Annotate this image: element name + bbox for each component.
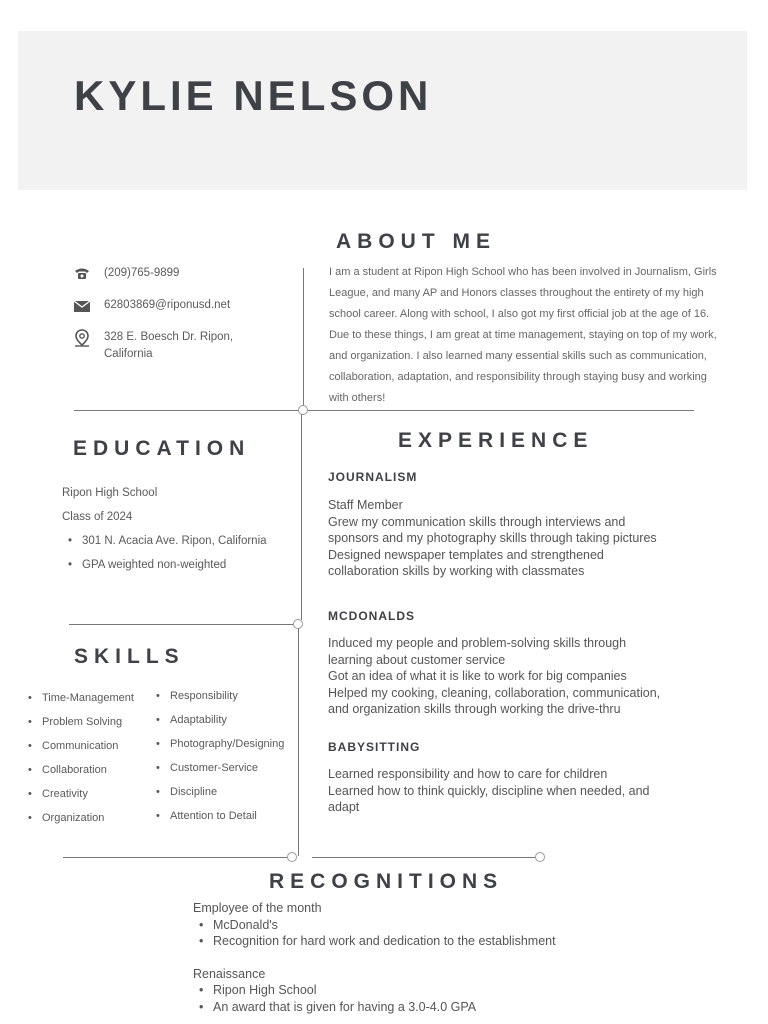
divider-horizontal-left-3: [63, 857, 287, 858]
about-line: and organization. I also learned many essential skills such as communication,: [329, 350, 707, 362]
list-item: • McDonald's: [199, 917, 556, 934]
about-line: I am a student at Ripon High School who has been involved in Journalism, Girls: [329, 266, 717, 278]
skill-item: • Customer-Service: [156, 756, 284, 780]
about-me-text: [329, 262, 717, 409]
job-title-journalism: JOURNALISM: [328, 470, 418, 484]
skill-item: • Creativity: [28, 782, 134, 806]
experience-title: EXPERIENCE: [398, 429, 594, 452]
divider-vertical-middle: [301, 414, 302, 620]
email-address[interactable]: 62803869@riponusd.net: [104, 299, 231, 311]
phone-icon: [73, 265, 91, 283]
skill-item: • Collaboration: [28, 758, 134, 782]
skill-item: • Discipline: [156, 780, 284, 804]
job-line: learning about customer service: [328, 652, 506, 667]
about-line: collaboration, adaptation, and responsibility through staying busy and working: [329, 371, 707, 383]
graduation-year: Class of 2024: [62, 511, 133, 523]
skill-item: • Attention to Detail: [156, 804, 284, 828]
list-item: • An award that is given for having a 3.0-4.0 GPA: [199, 999, 556, 1016]
about-line: Due to these things, I am great at time management, staying on top of my work,: [329, 329, 717, 341]
candidate-name: KYLIE NELSON: [74, 72, 433, 119]
job-details-journalism: [328, 497, 657, 580]
divider-vertical-bottom: [298, 628, 299, 856]
skill-item: • Photography/Designing: [156, 732, 284, 756]
skill-item: • Organization: [28, 806, 134, 830]
skill-item: • Problem Solving: [28, 710, 134, 734]
skills-column-2: [156, 684, 284, 828]
job-title-mcdonalds: MCDONALDS: [328, 609, 415, 623]
divider-horizontal-right-1: [308, 410, 694, 411]
recognitions-title: RECOGNITIONS: [269, 870, 504, 893]
divider-node: [535, 852, 545, 862]
job-title-babysitting: BABYSITTING: [328, 740, 421, 754]
divider-horizontal-left-1: [74, 410, 300, 411]
about-line: school career. Along with school, I also got my first official job at the age of 16.: [329, 308, 710, 320]
job-line: Designed newspaper templates and strengthened: [328, 547, 604, 562]
list-item: • Recognition for hard work and dedication to the establishment: [199, 933, 556, 950]
job-details-mcdonalds: [328, 635, 660, 718]
recognitions-list: [193, 900, 556, 1015]
address-line-2: California: [104, 348, 153, 360]
job-line: adapt: [328, 800, 360, 814]
skill-item: • Adaptability: [156, 708, 284, 732]
phone-number[interactable]: (209)765-9899: [104, 267, 180, 279]
about-me-title: ABOUT ME: [336, 230, 496, 253]
recognition-heading: Renaissance: [193, 966, 266, 981]
about-line: with others!: [329, 392, 386, 404]
about-line: League, and many AP and Honors classes throughout the entirety of my high: [329, 287, 704, 299]
location-pin-icon: [73, 329, 91, 347]
job-line: Staff Member: [328, 498, 403, 512]
job-line: Got an idea of what it is like to work for big companies: [328, 669, 627, 683]
job-details-babysitting: [328, 766, 650, 816]
skill-item: • Time-Management: [28, 686, 134, 710]
job-line: Learned responsibility and how to care for children: [328, 767, 608, 781]
divider-horizontal-right-3: [312, 857, 535, 858]
job-line: collaboration skills by working with classmates: [328, 564, 585, 578]
job-line: Induced my people and problem-solving skills through: [328, 636, 627, 650]
skills-title: SKILLS: [74, 645, 185, 668]
job-line: Learned how to think quickly, discipline when needed, and: [328, 783, 650, 798]
skill-item: • Communication: [28, 734, 134, 758]
job-line: Grew my communication skills through interviews and: [328, 514, 626, 529]
envelope-icon: [73, 297, 91, 315]
address: [104, 329, 233, 363]
list-item: • GPA weighted non-weighted: [68, 553, 267, 577]
divider-horizontal-left-2: [69, 624, 293, 625]
recognition-bullets: [199, 982, 556, 1015]
list-item: • Ripon High School: [199, 982, 556, 999]
list-item: • 301 N. Acacia Ave. Ripon, California: [68, 529, 267, 553]
divider-node: [287, 852, 297, 862]
divider-node: [298, 405, 308, 415]
education-title: EDUCATION: [73, 437, 251, 460]
education-details: [62, 481, 267, 577]
job-line: sponsors and my photography skills through taking pictures: [328, 531, 657, 545]
skill-item: • Responsibility: [156, 684, 284, 708]
education-list: [68, 529, 267, 577]
skills-column-1: [28, 686, 134, 830]
recognition-heading: Employee of the month: [193, 901, 322, 915]
school-name: Ripon High School: [62, 487, 158, 499]
recognition-bullets: [199, 917, 556, 950]
job-line: and organization skills through working the drive-thru: [328, 702, 621, 716]
job-line: Helped my cooking, cleaning, collaboration, communication,: [328, 685, 661, 700]
divider-vertical-top: [303, 268, 304, 411]
address-line-1: 328 E. Boesch Dr. Ripon,: [104, 331, 234, 343]
